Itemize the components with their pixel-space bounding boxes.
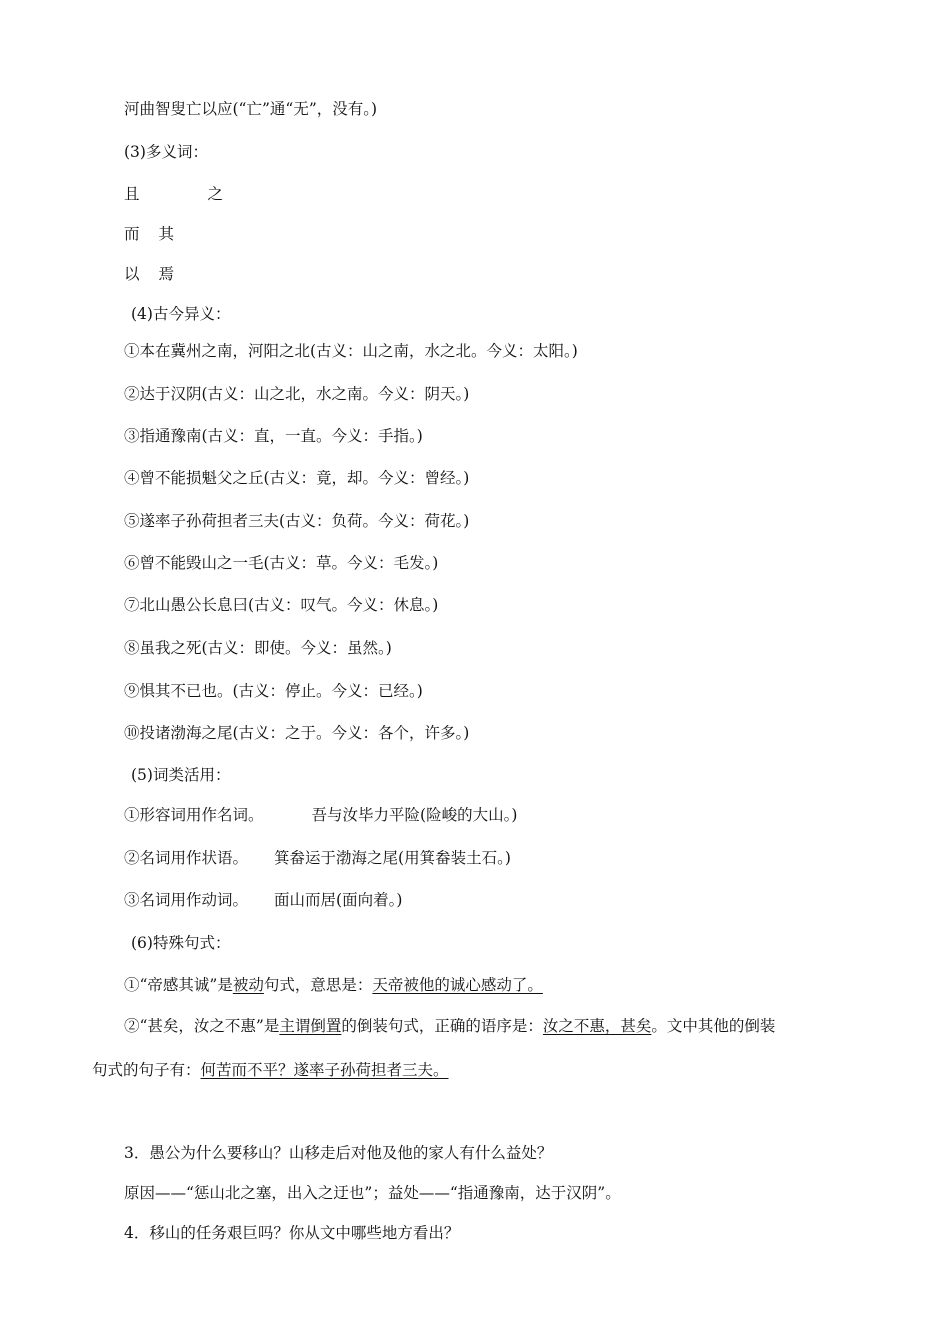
text-line: ⑤遂率子孙荷担者三夫(古义：负荷。今义：荷花。)	[124, 512, 470, 530]
text-span: 句式的句子有：	[92, 1061, 201, 1079]
text-line: ⑨惧其不已也。(古义：停止。今义：已经。)	[124, 682, 423, 700]
polysemy-word: 且	[124, 185, 140, 203]
section-heading: (6)特殊句式：	[131, 934, 231, 952]
text-line: ①本在冀州之南，河阳之北(古义：山之南，水之北。今义：太阳。)	[124, 342, 578, 360]
answer-blank: 天帝被他的诚心感动了。	[372, 976, 543, 994]
question: 4．移山的任务艰巨吗？你从文中哪些地方看出？	[124, 1224, 460, 1242]
usage-type: ②名词用作状语。	[124, 849, 249, 867]
text-line	[124, 889, 402, 911]
polysemy-word: 之	[207, 185, 224, 203]
section-heading: (5)词类活用：	[131, 766, 231, 784]
answer-text: 原因——“惩山北之塞，出入之迂也”；益处——“指通豫南，达于汉阴”。	[124, 1184, 621, 1202]
polysemy-word: 以	[124, 265, 140, 283]
text-line: ④曾不能损魁父之丘(古义：竟，却。今义：曾经。)	[124, 469, 470, 487]
text-span: 句式，意思是：	[263, 976, 373, 994]
example-sentence: 箕畚运于渤海之尾(用箕畚装土石。)	[274, 849, 511, 867]
answer-blank: 主谓倒置	[279, 1017, 342, 1035]
text-line: ⑥曾不能毁山之一毛(古义：草。今义：毛发。)	[124, 554, 439, 572]
text-line	[124, 223, 174, 245]
example-sentence: 吾与汝毕力平险(险峻的大山。)	[311, 806, 518, 824]
polysemy-word: 而	[124, 225, 140, 243]
section-heading: (3)多义词：	[124, 143, 208, 161]
text-line: ②达于汉阴(古义：山之北，水之南。今义：阴天。)	[124, 385, 470, 403]
text-line	[124, 263, 174, 285]
text-line	[124, 804, 517, 826]
text-line	[124, 1015, 775, 1037]
text-line	[92, 1059, 449, 1081]
polysemy-word: 焉	[158, 265, 175, 283]
answer-blank: 何苦而不平？遂率子孙荷担者三夫。	[200, 1061, 449, 1079]
text-span: 。文中其他的倒装	[651, 1017, 776, 1035]
text-line: ⑧虽我之死(古义：即使。今义：虽然。)	[124, 639, 392, 657]
text-line	[124, 847, 511, 869]
example-sentence: 面山而居(面向着。)	[274, 891, 403, 909]
answer-blank: 汝之不惠，甚矣	[542, 1017, 652, 1035]
text-line	[124, 974, 543, 996]
question: 3．愚公为什么要移山？山移走后对他及他的家人有什么益处？	[124, 1144, 553, 1162]
answer-blank: 被动	[232, 976, 264, 994]
usage-type: ①形容词用作名词。	[124, 806, 264, 824]
text-span: 的倒装句式，正确的语序是：	[341, 1017, 543, 1035]
section-heading: (4)古今异义：	[131, 305, 231, 323]
text-line: ⑩投诸渤海之尾(古义：之于。今义：各个，许多。)	[124, 724, 470, 742]
text-line	[124, 183, 223, 205]
text-line: 河曲智叟亡以应(“亡”通“无”，没有。)	[124, 100, 378, 118]
polysemy-word: 其	[158, 225, 175, 243]
text-span: ②“甚矣，汝之不惠”是	[124, 1017, 280, 1035]
text-line: ⑦北山愚公长息曰(古义：叹气。今义：休息。)	[124, 596, 439, 614]
text-line: ③指通豫南(古义：直，一直。今义：手指。)	[124, 427, 423, 445]
text-span: ①“帝感其诚”是	[124, 976, 233, 994]
usage-type: ③名词用作动词。	[124, 891, 249, 909]
